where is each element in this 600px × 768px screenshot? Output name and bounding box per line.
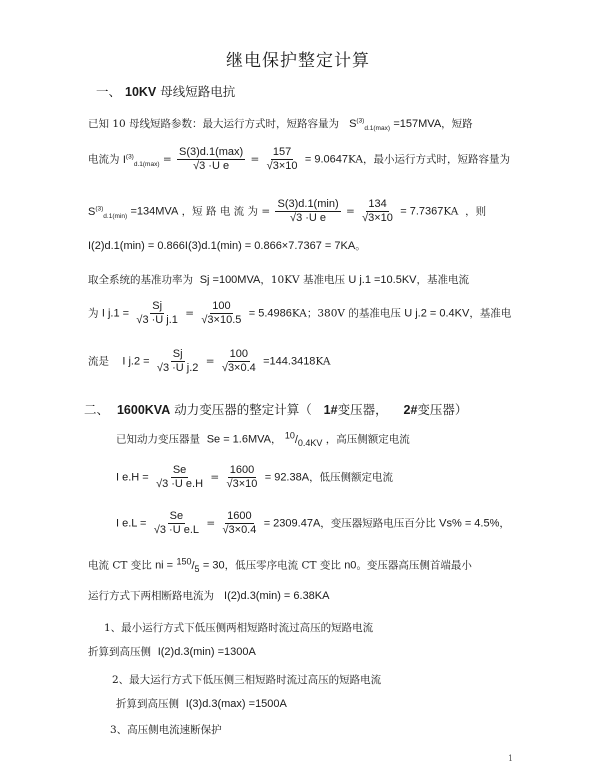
- paragraph-line: 电流 CT 变比 ni = $^{150}/_5 = 30$，低压零序电流 CT 变比 n0。变压器高压侧首端最小: [88, 556, 472, 574]
- fraction: $\frac{Se}{\text{√3 ·U e.L}}$: [153, 510, 199, 536]
- paragraph-line: 取全系统的基准功率为 Sj =100MVA，10KV 基准电压 U j.1 =10.5KV，基准电流: [88, 274, 469, 286]
- fraction: $\frac{1600}{√3\times 10}$: [226, 464, 258, 490]
- list-item: 2、最大运行方式下低压侧三相短路时流过高压的短路电流: [112, 674, 382, 686]
- formula-line: I e.L = $\frac{Se}{\text{√3 ·U e.L}}$ = $\frac{1600}{√3\times 0.4}$ = 2309.47A，变压器短路电压百分比 Vs% = 4.5%，: [116, 510, 510, 536]
- section2-heading: 二、 1600KVA 动力变压器的整定计算（ 1#变压器， 2#变压器）: [84, 402, 468, 417]
- section1-heading: 一、 10KV 母线短路电抗: [96, 84, 236, 99]
- formula-line: 折算到高压侧 I(2)d.3(min) =1300A: [88, 646, 256, 658]
- formula-line: 运行方式下两相断路电流为 I(2)d.3(min) = 6.38KA: [88, 590, 330, 602]
- fraction: $\frac{1600}{√3\times 0.4}$: [222, 510, 257, 536]
- fraction: $\frac{157}{√3\times 10}$: [266, 146, 298, 172]
- paragraph-line: 已知 10 母线短路参数：最大运行方式时，短路容量为 $S^{(3)}_{d.1(max)} =157MVA$，短路: [88, 117, 473, 133]
- page-number: 1: [508, 754, 514, 763]
- fraction: $\frac{Se}{\text{√3 ·U e.H}}$: [156, 464, 204, 490]
- fraction: $\frac{S(3)d.1(\min)}{\text{√3 ·U e}}$: [277, 198, 339, 224]
- formula-line: I(2)d.1(min) = 0.866I(3)d.1(min) = 0.866×7.7367 = 7KA。: [88, 240, 366, 252]
- fraction: $\frac{S(3)d.1(\max)}{\text{√3 ·U e}}$: [179, 146, 244, 172]
- paragraph-line: 已知动力变压器量 Se = 1.6MVA， $^{10}/_{0.4KV}$ ，高压侧额定电流: [116, 430, 410, 448]
- list-item: 1、最小运行方式下低压侧两相短路时流过高压的短路电流: [104, 622, 374, 634]
- formula-line: 为 I j.1 = $\frac{Sj}{\text{√3 ·U j.1}}$ = $\frac{100}{√3\times 10.5}$ = 5.4986KA；380V 的基准电压 U j.2 = 0.4KV，基准电: [88, 300, 512, 326]
- fraction: $\frac{100}{√3\times 0.4}$: [221, 348, 256, 374]
- formula-line: 电流为 $I^{(3)}_{d.1(max)}$ = $\frac{S(3)d.1(\max)}{\text{√3 ·U e}}$ = $\frac{157}{√3\times 10}$ = 9.0647KA，最小运行方式时，短路容量为: [88, 146, 510, 172]
- list-item: 3、高压侧电流速断保护: [110, 724, 222, 736]
- fraction: $\frac{Sj}{\text{√3 ·U j.2}}$: [156, 348, 199, 374]
- formula-line: I e.H = $\frac{Se}{\text{√3 ·U e.H}}$ = $\frac{1600}{√3\times 10}$ = 92.38A，低压侧额定电流: [116, 464, 394, 490]
- formula-line: 折算到高压侧 I(3)d.3(max) =1500A: [116, 698, 287, 710]
- formula-line: $S^{(3)}_{d.1(min)} =134MVA$ ，短 路 电 流 为 = $\frac{S(3)d.1(\min)}{\text{√3 ·U e}}$ = $\frac{134}{√3\times 10}$ = 7.7367KA ，则: [88, 198, 487, 224]
- fraction: $\frac{100}{√3\times 10.5}$: [201, 300, 242, 326]
- fraction: $\frac{Sj}{\text{√3 ·U j.1}}$: [136, 300, 178, 326]
- fraction: $\frac{134}{√3\times 10}$: [362, 198, 393, 224]
- page-title: 继电保护整定计算: [226, 51, 370, 71]
- formula-line: 流是 I j.2 = $\frac{Sj}{\text{√3 ·U j.2}}$ = $\frac{100}{√3\times 0.4}$ =144.3418KA: [88, 348, 331, 374]
